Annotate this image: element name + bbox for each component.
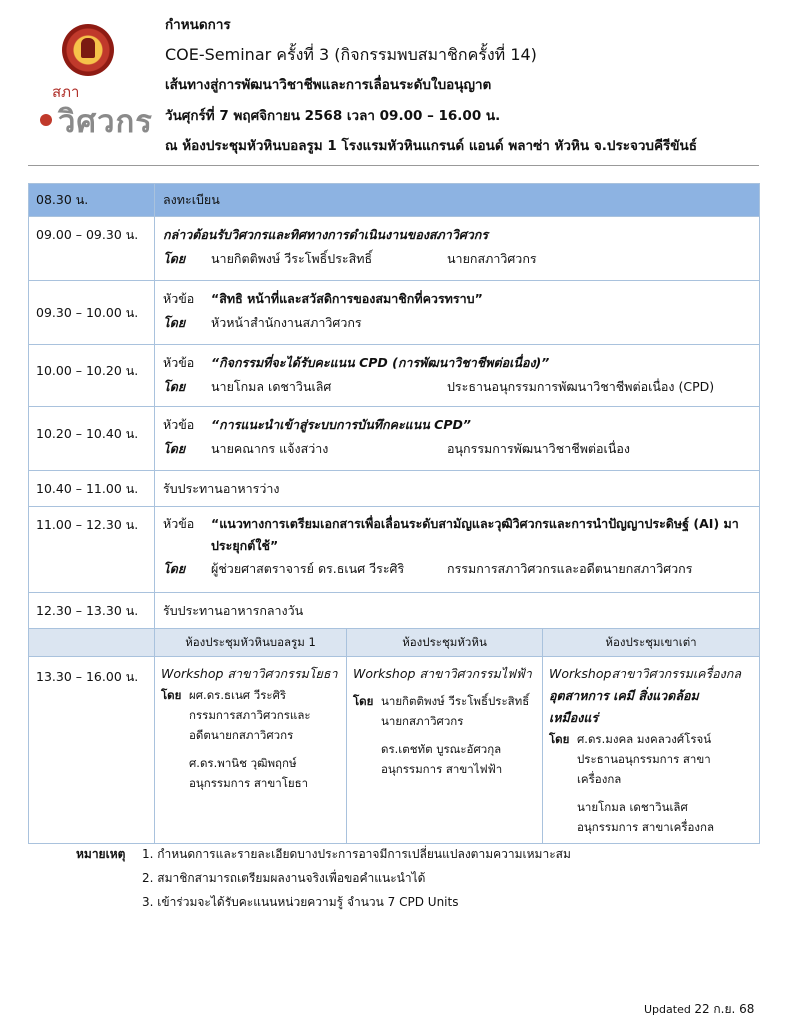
table-row-session-2 <box>29 345 760 407</box>
speaker-name: ดร.เตชทัต บูรณะอัศวกุล <box>381 742 502 756</box>
table-row-session-1 <box>29 281 760 345</box>
speaker-role: กรรมการสภาวิศวกรและอดีตนายกสภาวิศวกร <box>447 561 693 576</box>
time-cell: 10.00 – 10.20 น. <box>29 345 155 407</box>
by-label: โดย <box>163 561 186 576</box>
by-label: โดย <box>163 379 186 394</box>
note-item: 2. สมาชิกสามารถเตรียมผลงานจริงเพื่อขอคำแนะนำได้ <box>142 871 426 885</box>
speaker-name: นายกิตติพงษ์ วีระโพธิ์ประสิทธิ์ <box>381 694 530 708</box>
header-line-date: วันศุกร์ที่ 7 พฤศจิกายน 2568 เวลา 09.00 – 16.00 น. <box>165 108 501 124</box>
session-cell <box>155 407 760 471</box>
topic-title: “แนวทางการเตรียมเอกสารเพื่อเลื่อนระดับสามัญและวุฒิวิศวกรและการนำปัญญาประดิษฐ์ (AI) มาประยุกต์ใช้” <box>211 516 739 553</box>
welcome-title: กล่าวต้อนรับวิศวกรและทิศทางการดำเนินงานของสภาวิศวกร <box>163 227 489 242</box>
topic-label: หัวข้อ <box>163 291 195 306</box>
workshop-civil-cell <box>155 657 347 844</box>
time-cell: 09.00 – 09.30 น. <box>29 217 155 281</box>
table-row-rooms <box>29 629 760 657</box>
by-label: โดย <box>161 688 182 702</box>
room-header-2: ห้องประชุมหัวหิน <box>347 629 543 657</box>
speaker-name: นายโกมล เดชาวินเลิศ <box>577 800 688 814</box>
time-cell: 12.30 – 13.30 น. <box>29 593 155 629</box>
updated-label: Updated <box>644 1003 691 1016</box>
table-row-registration <box>29 184 760 217</box>
speaker-role: อดีตนายกสภาวิศวกร <box>189 728 294 742</box>
table-row-session-4 <box>29 507 760 593</box>
speaker-name: หัวหน้าสำนักงานสภาวิศวกร <box>211 315 362 330</box>
speaker-name: นายคณากร แจ้งสว่าง <box>211 441 329 456</box>
topic-label: หัวข้อ <box>163 417 195 432</box>
time-cell: 09.30 – 10.00 น. <box>29 281 155 345</box>
logo-small-text: สภา <box>52 83 80 101</box>
logo-dot-icon <box>40 114 52 126</box>
table-row-welcome <box>29 217 760 281</box>
workshop-title: Workshop สาขาวิศวกรรมไฟฟ้า <box>353 666 532 681</box>
updated-stamp <box>644 1000 754 1019</box>
speaker-role: อนุกรรมการ สาขาโยธา <box>189 776 309 790</box>
table-row-snack <box>29 471 760 507</box>
topic-title: “การแนะนำเข้าสู่ระบบการบันทึกคะแนน CPD” <box>211 417 471 432</box>
speaker-name: ผู้ช่วยศาสตราจารย์ ดร.ธเนศ วีระศิริ <box>211 561 405 576</box>
workshop-title: เหมืองแร่ <box>549 710 599 725</box>
speaker-name: ศ.ดร.พานิช วุฒิพฤกษ์ <box>189 756 297 770</box>
council-seal-icon <box>62 24 114 76</box>
registration-text: ลงทะเบียน <box>155 184 760 217</box>
speaker-role: นายกสภาวิศวกร <box>447 251 537 266</box>
notes-label: หมายเหตุ <box>76 847 126 861</box>
time-cell: 08.30 น. <box>29 184 155 217</box>
speaker-role: อนุกรรมการ สาขาเครื่องกล <box>577 820 715 834</box>
time-cell: 10.40 – 11.00 น. <box>29 471 155 507</box>
workshop-title: อุตสาหการ เคมี สิ่งแวดล้อม <box>549 688 699 703</box>
by-label: โดย <box>163 251 186 266</box>
speaker-name: นายกิตติพงษ์ วีระโพธิ์ประสิทธิ์ <box>211 251 373 266</box>
workshop-electrical-cell <box>347 657 543 844</box>
time-cell: 11.00 – 12.30 น. <box>29 507 155 593</box>
speaker-role: ประธานอนุกรรมการพัฒนาวิชาชีพต่อเนื่อง (CPD) <box>447 379 715 394</box>
logo-big-text: วิศวกร <box>58 104 153 140</box>
lunch-text: รับประทานอาหารกลางวัน <box>155 593 760 629</box>
room-header-1: ห้องประชุมหัวหินบอลรูม 1 <box>155 629 347 657</box>
room-header-3: ห้องประชุมเขาเต่า <box>543 629 760 657</box>
snack-text: รับประทานอาหารว่าง <box>155 471 760 507</box>
workshop-mechanical-cell <box>543 657 760 844</box>
header-divider <box>28 165 759 166</box>
header-line-event: COE-Seminar ครั้งที่ 3 (กิจกรรมพบสมาชิกครั้งที่ 14) <box>165 45 537 64</box>
speaker-role: อนุกรรมการ สาขาไฟฟ้า <box>381 762 503 776</box>
schedule-table <box>28 183 760 844</box>
note-item: 1. กำหนดการและรายละเอียดบางประการอาจมีการเปลี่ยนแปลงตามความเหมาะสม <box>142 847 571 861</box>
topic-title: “กิจกรรมที่จะได้รับคะแนน CPD (การพัฒนาวิชาชีพต่อเนื่อง)” <box>211 355 550 370</box>
table-row-lunch <box>29 593 760 629</box>
session-cell <box>155 281 760 345</box>
by-label: โดย <box>163 441 186 456</box>
by-label: โดย <box>163 315 186 330</box>
speaker-role: นายกสภาวิศวกร <box>381 714 464 728</box>
header-line-venue: ณ ห้องประชุมหัวหินบอลรูม 1 โรงแรมหัวหินแกรนด์ แอนด์ พลาซ่า หัวหิน จ.ประจวบคีรีขันธ์ <box>165 138 697 154</box>
speaker-name: นายโกมล เดชาวินเลิศ <box>211 379 332 394</box>
time-cell: 10.20 – 10.40 น. <box>29 407 155 471</box>
time-cell: 13.30 – 16.00 น. <box>29 657 155 844</box>
session-cell <box>155 345 760 407</box>
by-label: โดย <box>353 694 374 708</box>
topic-label: หัวข้อ <box>163 516 195 531</box>
speaker-role: ประธานอนุกรรมการ สาขาเครื่องกล <box>577 752 711 786</box>
session-cell <box>155 507 760 593</box>
note-item: 3. เข้าร่วมจะได้รับคะแนนหน่วยความรู้ จำนวน 7 CPD Units <box>142 895 459 909</box>
welcome-cell <box>155 217 760 281</box>
topic-title: “สิทธิ หน้าที่และสวัสดิการของสมาชิกที่ควรทราบ” <box>211 291 483 306</box>
table-row-workshops <box>29 657 760 844</box>
workshop-title: Workshopสาขาวิศวกรรมเครื่องกล <box>549 666 742 681</box>
topic-label: หัวข้อ <box>163 355 195 370</box>
table-row-session-3 <box>29 407 760 471</box>
room-header-empty <box>29 629 155 657</box>
header-line-schedule: กำหนดการ <box>165 17 231 33</box>
header-line-theme: เส้นทางสู่การพัฒนาวิชาชีพและการเลื่อนระดับใบอนุญาต <box>165 77 492 93</box>
speaker-name: ผศ.ดร.ธเนศ วีระศิริ <box>189 688 287 702</box>
workshop-title: Workshop สาขาวิศวกรรมโยธา <box>161 666 338 681</box>
by-label: โดย <box>549 732 570 746</box>
speaker-name: ศ.ดร.มงคล มงคลวงศ์โรจน์ <box>577 732 712 746</box>
updated-date: 22 ก.ย. 68 <box>694 1002 755 1016</box>
speaker-role: กรรมการสภาวิศวกรและ <box>189 708 311 722</box>
speaker-role: อนุกรรมการพัฒนาวิชาชีพต่อเนื่อง <box>447 441 630 456</box>
